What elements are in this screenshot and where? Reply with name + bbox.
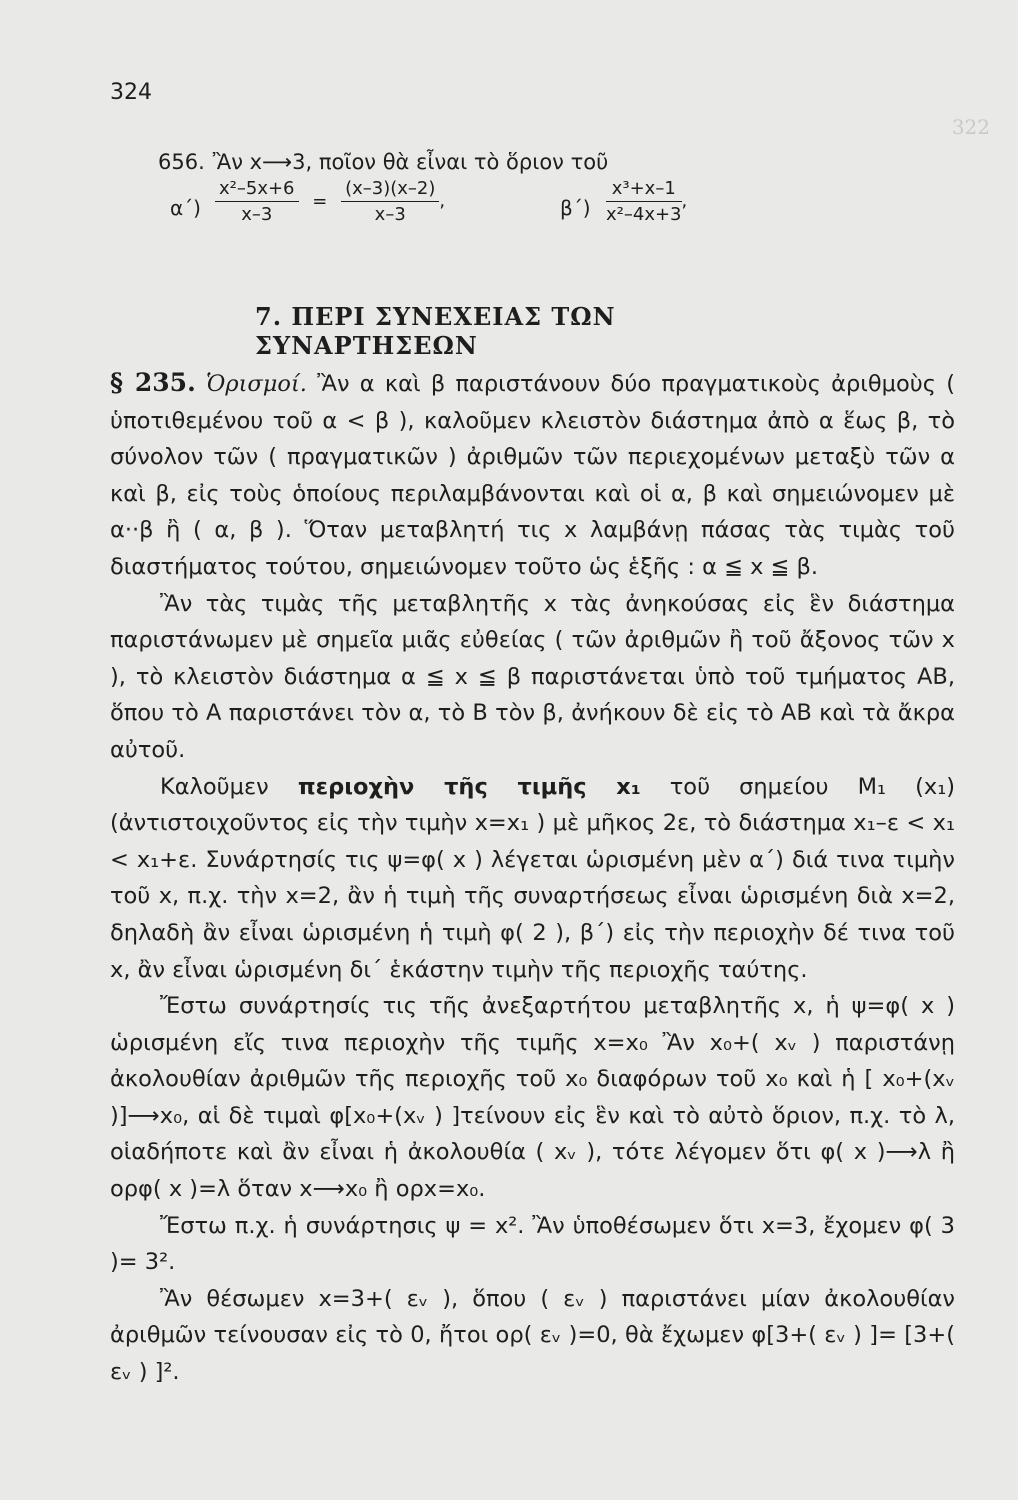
bleed-through-text	[760, 112, 990, 142]
paragraph-limit: Ἔστω συνάρτησίς τις τῆς ἀνεξαρτήτου μεταβλητῆς x, ἡ ψ=φ( x ) ὡρισμένη εἴς τινα περιοχὴν τῆς τιμῆς x=x₀ Ἂν x₀+( xᵥ ) παριστάνῃ ἀκολουθίαν ἀριθμῶν τῆς περιοχῆς τοῦ x₀ διαφόρων τοῦ x₀ καὶ ἡ [ x₀+(xᵥ )]⟶x₀, αἱ δὲ τιμαὶ φ[x₀+(xᵥ ) ]τείνουν εἰς ἓν καὶ τὸ αὐτὸ ὅριον, π.χ. τὸ λ, οἱαδήποτε καὶ ἂν εἶναι ἡ ἀκολουθία ( xᵥ ), τότε λέγομεν ὅτι φ( x )⟶λ ἢ ορφ( x )=λ ὅταν x⟶x₀ ἢ ορx=x₀.	[110, 993, 955, 1203]
part-b-label: β΄)	[560, 196, 591, 220]
exercise-label: 656.	[158, 150, 205, 174]
section-heading: 7. ΠΕΡΙ ΣΥΝΕΧΕΙΑΣ ΤΩΝ ΣΥΝΑΡΤΗΣΕΩΝ	[255, 302, 616, 360]
paragraph-1-text: Ἂν α καὶ β παριστάνουν δύο πραγματικοὺς ἀριθμοὺς ( ὑποτιθεμένου τοῦ α < β ), καλοῦμεν κλειστὸν διάστημα ἀπὸ α ἕως β, τὸ σύνολον τῶν ( πραγματικῶν ) ἀριθμῶν τῶν περιεχομένων μεταξὺ τῶν α καὶ β, εἰς τοὺς ὁποίους περιλαμβάνονται καὶ οἱ α, β καὶ σημειώνομεν μὲ α··β ἢ ( α, β ). Ὅταν μεταβλητή τις x λαμβάνῃ πάσας τὰς τιμὰς τοῦ διαστήματος τούτου, σημειώνομεν τοῦτο ὡς ἑξῆς : α ≦ x ≦ β.	[110, 371, 955, 580]
paragraph-example: Ἔστω π.χ. ἡ συνάρτησις ψ = x². Ἂν ὑποθέσωμεν ὅτι x=3, ἔχομεν φ( 3 )= 3².	[110, 1212, 955, 1276]
page-number: 324	[110, 80, 152, 105]
fraction-3: $\frac{\text{x³+x–1}}{\text{x²–4x+3}}$	[606, 178, 682, 225]
paragraph-definitions	[110, 365, 955, 586]
neighbourhood-term: περιοχὴν τῆς τιμῆς x₁	[297, 773, 641, 800]
paragraph-neighbourhood: Καλοῦμεν περιοχὴν τῆς τιμῆς x₁ τοῦ σημείου Μ₁ (x₁) (ἀντιστοιχοῦντος εἰς τὴν τιμὴν x=x₁ ) μὲ μῆκος 2ε, τὸ διάστημα x₁–ε < x₁ < x₁+ε. Συνάρτησίς τις ψ=φ( x ) λέγεται ὡρισμένη μὲν α΄) διά τινα τιμὴν τοῦ x, π.χ. τὴν x=2, ἂν ἡ τιμὴ τῆς συναρτήσεως εἶναι ὡρισμένη διὰ x=2, δηλαδὴ ἂν εἶναι ὡρισμένη ἡ τιμὴ φ( 2 ), β΄) εἰς τὴν περιοχὴν δέ τινα τοῦ x, ἂν εἶναι ὡρισμένη δι΄ ἑκάστην τιμὴν τῆς περιοχῆς ταύτης.	[110, 773, 956, 983]
fraction-2: $\frac{(x-3)(x-2)}{x-3}$	[341, 178, 439, 225]
part-a-expression: $\frac{\text{x²–5x+6}}{x-3}$ = $\frac{(x-3)(x-2)}{x-3}$ ,	[215, 178, 445, 225]
fraction-1: $\frac{\text{x²–5x+6}}{x-3}$	[215, 178, 299, 225]
paragraph-interval: Ἂν τὰς τιμὰς τῆς μεταβλητῆς x τὰς ἀνηκούσας εἰς ἓν διάστημα παριστάνωμεν μὲ σημεῖα μιᾶς εὐθείας ( τῶν ἀριθμῶν ἢ τοῦ ἄξονος τῶν x ), τὸ κλειστὸν διάστημα α ≦ x ≦ β παριστάνεται ὑπὸ τοῦ τμήματος ΑΒ, ὅπου τὸ Α παριστάνει τὸν α, τὸ Β τὸν β, ἀνήκουν δὲ εἰς τὸ ΑΒ καὶ τὰ ἄκρα αὐτοῦ.	[110, 590, 955, 763]
part-a-label: α΄)	[170, 196, 201, 220]
definitions-title: Ὁρισμοί.	[206, 371, 307, 397]
exercise-text: Ἂν x⟶3, ποῖον θὰ εἶναι τὸ ὅριον τοῦ	[212, 150, 609, 174]
part-b-expression: $\frac{\text{x³+x–1}}{\text{x²–4x+3}}$ ,	[606, 178, 688, 225]
section-number: § 235.	[110, 368, 196, 397]
exercise-prompt	[158, 150, 608, 174]
paragraph-sequence: Ἂν θέσωμεν x=3+( εᵥ ), ὅπου ( εᵥ ) παριστάνει μίαν ἀκολουθίαν ἀριθμῶν τείνουσαν εἰς τὸ 0, ἤτοι ορ( εᵥ )=0, θὰ ἔχωμεν φ[3+( εᵥ ) ]= [3+( εᵥ ) ]².	[110, 1285, 955, 1386]
ghost-page-number: 322	[951, 115, 990, 139]
body-text	[110, 365, 955, 1391]
